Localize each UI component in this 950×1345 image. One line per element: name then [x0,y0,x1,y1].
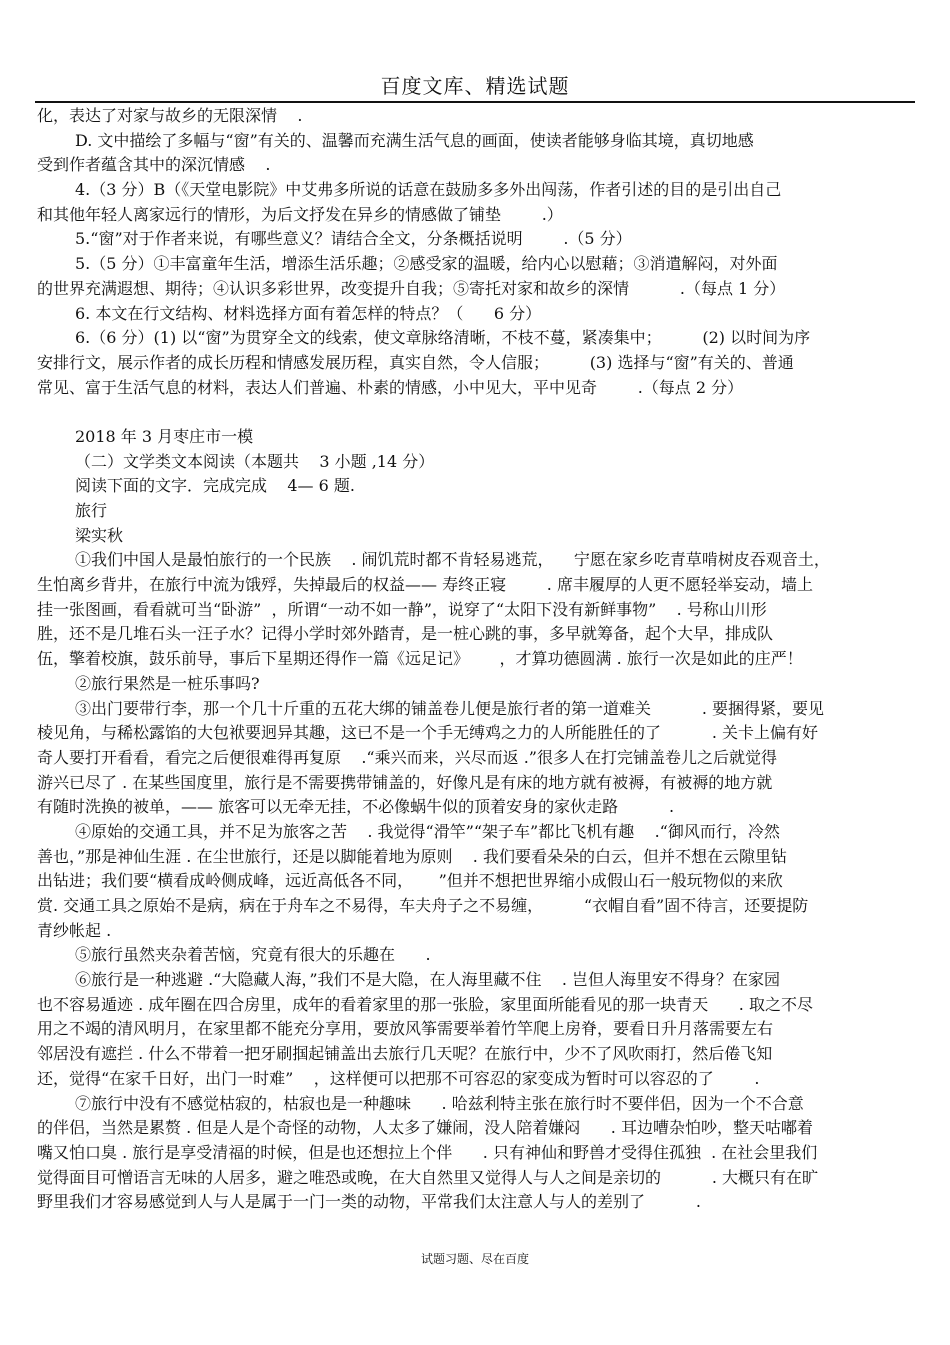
text-line: 野里我们才容易感觉到人与人是属于一门一类的动物，平常我们太注意人与人的差别了 . [37,1192,701,1212]
text-line: 觉得面目可憎语言无味的人居多，避之唯恐或晚，在大自然里又觉得人与人之间是亲切的 . 大概只有在旷 [37,1167,819,1187]
header-divider [35,101,915,103]
text-line: ⑤旅行虽然夹杂着苦恼，究竟有很大的乐趣在 . [75,945,431,965]
page-footer-text: 试题习题、尽在百度 [420,1252,529,1266]
instruction-text: 阅读下面的文字．完成完成 4— 6 题. [75,476,355,496]
article-title: 旅行 [75,501,108,520]
text-line: 棱见角，与稀松露馅的大包袱要迥异其趣，这已不是一个手无缚鸡之力的人所能胜任的了 . 关卡上偏有好 [37,723,819,743]
text-line: 的世界充满遐想、期待；④认识多彩世界，改变提升自我；⑤寄托对家和故乡的深情 .（每点 1 分） [37,278,786,298]
text-line: 还，觉得“在家千日好，出门一时难” ，这样便可以把那不可容忍的家变成为暂时可以容忍的了 . [37,1068,760,1088]
text-line: 青纱帐起 . [37,920,112,940]
text-line: 挂一张图画，看看就可当“卧游” ，所谓“一动不如一静”，说穿了“太阳下没有新鲜事物” . 号称山川形 [37,599,767,619]
text-line: 4.（3 分）B（《天堂电影院》中艾弗多所说的话意在鼓励多多外出闯荡，作者引述的目的是引出自己 [75,180,782,200]
document-body [37,104,913,1215]
text-line: 和其他年轻人离家远行的情形，为后文抒发在异乡的情感做了铺垫 .） [37,204,563,224]
text-line: 化，表达了对家与故乡的无限深情 . [37,106,303,125]
text-line: 6.（6 分）(1) 以“窗”为贯穿全文的线索，使文章脉络清晰，不枝不蔓，紧凑集中； (2) 以时间为序 [75,328,811,348]
text-line: 嘴又怕口臭 . 旅行是享受清福的时候，但是也还想拉上个伴 . 只有神仙和野兽才受得住孤独 . 在社会里我们 [37,1142,818,1162]
exam-source: 2018 年 3 月枣庄市一模 [75,426,254,446]
text-line: 有随时洗换的被单，—— 旅客可以无牵无挂，不必像蜗牛似的顶着安身的家伙走路 . [37,797,675,817]
text-line: ①我们中国人是最怕旅行的一个民族 . 闹饥荒时都不肯轻易逃荒， 宁愿在家乡吃青草啃树皮吞观音土， [75,550,830,570]
text-line: ②旅行果然是一桩乐事吗? [75,673,260,693]
paragraph-gap [37,400,913,425]
text-line: 5.“窗”对于作者来说，有哪些意义？请结合全文，分条概括说明 .（5 分） [75,229,632,249]
text-line: ⑥旅行是一种逃避 .“大隐藏人海，”我们不是大隐，在人海里藏不住 . 岂但人海里安不得身？在家园 [75,970,781,990]
text-line: 赏. 交通工具之原始不是病，病在于舟车之不易得，车夫舟子之不易缠， “衣帽自看”固不待言，还要提防 [37,896,809,915]
text-line: 也不容易遁迹 . 成年圈在四合房里，成年的看着家里的那一张脸，家里面所能看见的那一块青天 . 取之不尽 [37,994,813,1014]
text-line: D. 文中描绘了多幅与“窗”有关的、温馨而充满生活气息的画面，使读者能够身临其境，真切地感 [75,130,754,150]
text-line: 安排行文，展示作者的成长历程和情感发展历程，真实自然，令人信服； (3) 选择与“窗”有关的、普通 [37,352,794,372]
text-line: ④原始的交通工具，并不足为旅客之苦 . 我觉得“滑竿”“架子车”都比飞机有趣 .“御风而行，冷然 [75,821,780,841]
text-line: 邻居没有遮拦 . 什么不带着一把牙刷掴起铺盖出去旅行几天呢？在旅行中，少不了风吹雨打，然后倦飞知 [37,1044,773,1064]
text-line: 生怕离乡背井，在旅行中流为饿殍，失掉最后的权益—— 寿终正寝 . 席丰履厚的人更不愿轻举妄动，墙上 [37,575,813,595]
text-line: 出钻进；我们要“横看成岭侧成峰，远近高低各不同， ”但并不想把世界缩小成假山石一般玩物似的来欣 [37,871,783,891]
text-line: 善也，”那是神仙生涯 . 在尘世旅行，还是以脚能着地为原则 . 我们要看朵朵的白云，但并不想在云隙里钻 [37,846,787,866]
text-line: 的伴侣，当然是累赘 . 但是人是个奇怪的动物，人太多了嫌闹，没人陪着嫌闷 . 耳边嘈杂怕吵，整天咕嘟着 [37,1118,813,1138]
article-author: 梁实秋 [75,525,124,545]
text-line: 5.（5 分）①丰富童年生活，增添生活乐趣；②感受家的温暖，给内心以慰藉；③消遣解闷，对外面 [75,254,778,274]
text-line: 胜，还不是几堆石头一汪子水？记得小学时郊外踏青，是一桩心跳的事，多早就筹备，起个大早，排成队 [37,624,774,644]
text-line: 游兴已尽了 . 在某些国度里，旅行是不需要携带铺盖的，好像凡是有床的地方就有被褥，有被褥的地方就 [37,772,773,792]
section-heading: （二）文学类文本阅读（本题共 3 小题 ,14 分） [75,451,435,471]
text-line: 用之不竭的清风明月，在家里都不能充分享用，要放风筝需要举着竹竿爬上房脊，要看日升月落需要左右 [37,1019,774,1039]
text-line: ③出门要带行李，那一个几十斤重的五花大绑的铺盖卷儿便是旅行者的第一道难关 . 要捆得紧，要见 [75,698,825,718]
page-header-title: 百度文库、精选试题 [380,74,570,98]
text-line: 奇人要打开看看，看完之后便很难得再复原 .“乘兴而来，兴尽而返 .”很多人在打完铺盖卷儿之后就觉得 [37,747,777,767]
text-line: 受到作者蕴含其中的深沉情感 . [37,155,271,175]
text-line: 常见、富于生活气息的材料，表达人们普遍、朴素的情感，小中见大，平中见奇 .（每点 2 分） [37,377,744,397]
text-line: 伍，擎着校旗，鼓乐前导，事后下星期还得作一篇《远足记》 ，才算功德圆满 . 旅行一次是如此的庄严！ [37,649,803,669]
text-line: ⑦旅行中没有不感觉枯寂的，枯寂也是一种趣味 . 哈兹利特主张在旅行时不要伴侣，因为一个不合意 [75,1093,804,1113]
text-line: 6. 本文在行文结构、材料选择方面有着怎样的特点？（ 6 分） [75,303,542,323]
